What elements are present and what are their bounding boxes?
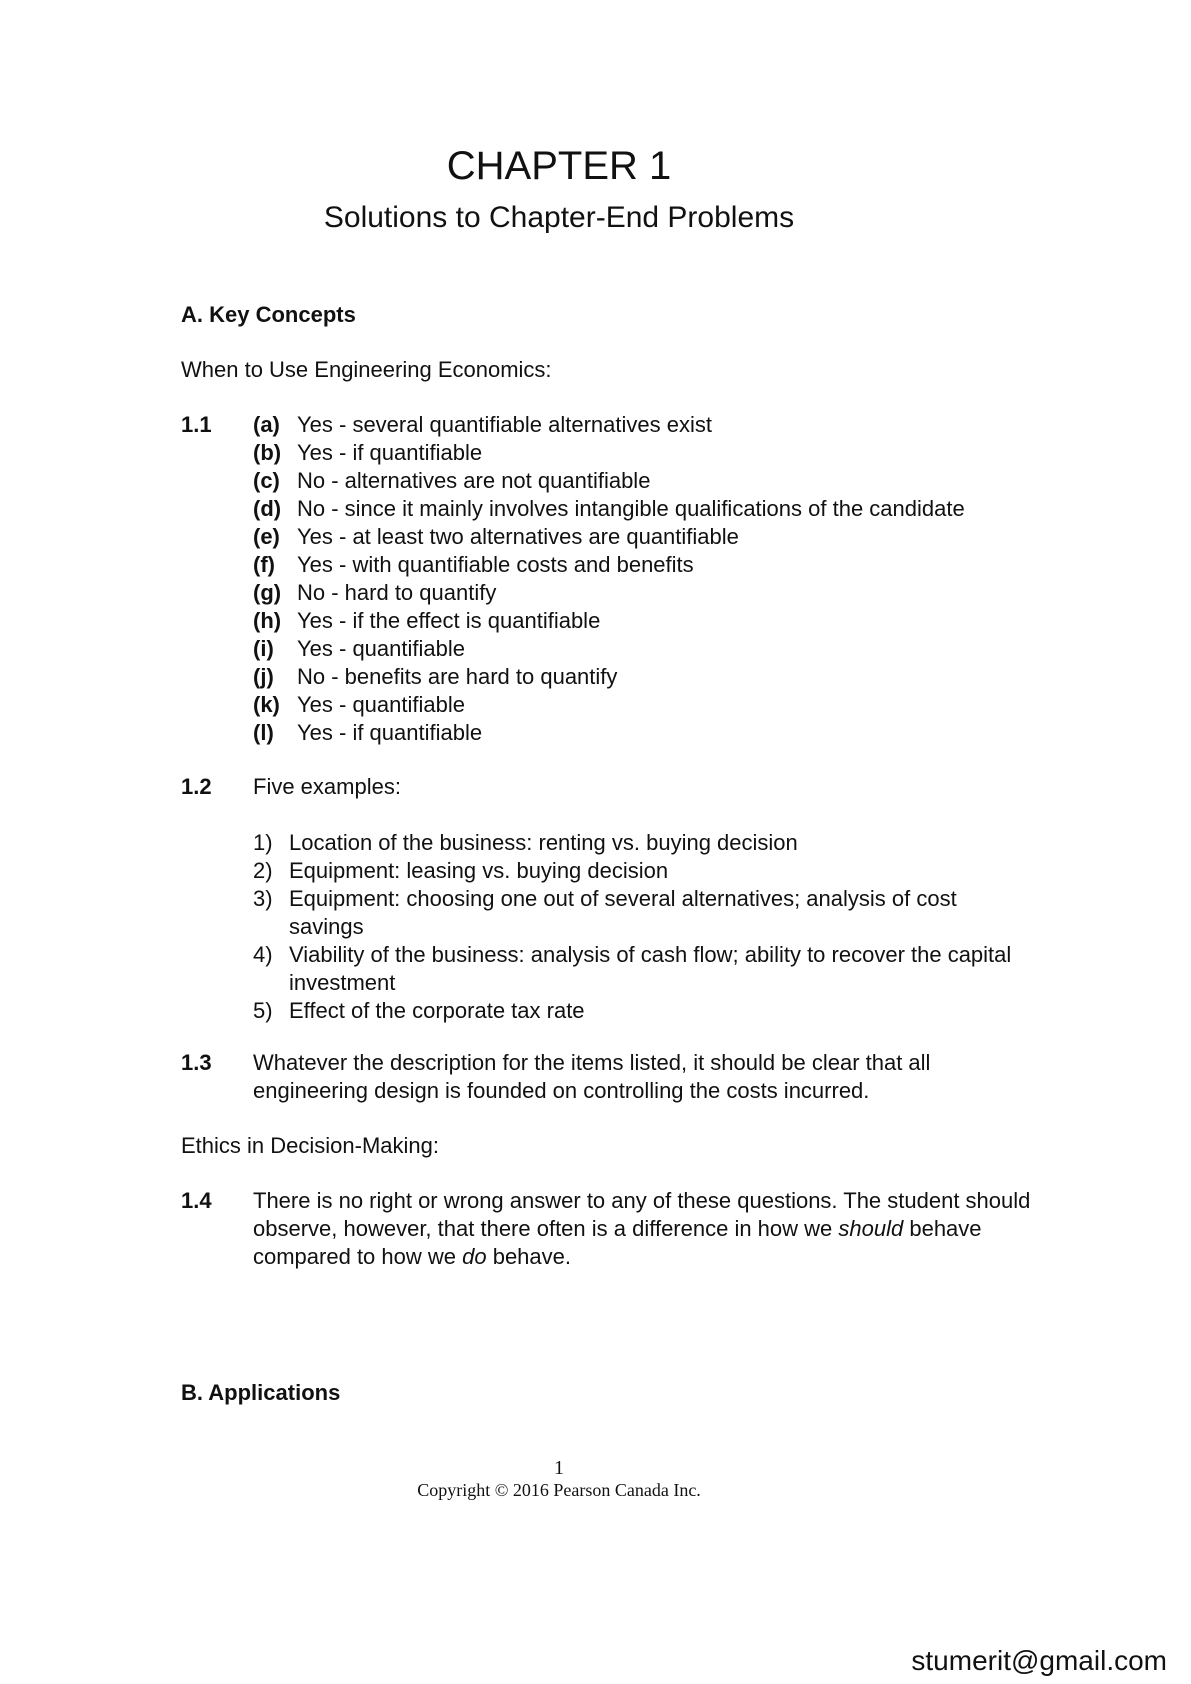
question-number-1-1: 1.1 [181, 412, 212, 437]
examples-list-1-2 [253, 829, 1049, 1025]
answer-list-1-1 [253, 411, 965, 747]
item-text: No - hard to quantify [297, 580, 497, 605]
item-text: Equipment: leasing vs. buying decision [289, 858, 669, 883]
list-item [253, 495, 965, 523]
item-text: Yes - if quantifiable [297, 440, 483, 465]
item-letter: (a) [253, 412, 280, 437]
list-item [253, 635, 965, 663]
copyright-notice: Copyright © 2016 Pearson Canada Inc. [417, 1480, 701, 1500]
item-text: No - since it mainly involves intangible qualifications of the candidate [297, 496, 965, 521]
question-number-1-4: 1.4 [181, 1188, 212, 1213]
section-a-intro: When to Use Engineering Economics: [181, 357, 552, 382]
item-number: 5) [253, 998, 273, 1023]
item-text: Viability of the business: analysis of cash flow; ability to recover the capital investment [289, 942, 1012, 995]
question-1-2-intro: Five examples: [253, 774, 401, 799]
list-item [253, 523, 965, 551]
list-item [253, 467, 965, 495]
list-item [253, 551, 965, 579]
item-text: Effect of the corporate tax rate [289, 998, 585, 1023]
answer-text: There is no right or wrong answer to any of these questions. The student should observe, however, that there often is a difference in how we [253, 1188, 1031, 1241]
item-text: Yes - if quantifiable [297, 720, 483, 745]
item-text: No - benefits are hard to quantify [297, 664, 618, 689]
list-item [253, 411, 965, 439]
item-text: Location of the business: renting vs. buying decision [289, 830, 798, 855]
answer-text: behave. [486, 1244, 571, 1269]
item-text: Yes - quantifiable [297, 636, 465, 661]
item-text: Yes - if the effect is quantifiable [297, 608, 601, 633]
question-number-1-2: 1.2 [181, 774, 212, 799]
item-letter: (i) [253, 636, 274, 661]
chapter-subtitle: Solutions to Chapter-End Problems [323, 201, 795, 234]
question-1-3-answer: Whatever the description for the items listed, it should be clear that all engineering design is founded on controlling the costs incurred. [253, 1050, 931, 1103]
item-letter: (c) [253, 468, 280, 493]
item-text: Yes - several quantifiable alternatives exist [297, 412, 712, 437]
list-item [253, 941, 1049, 997]
list-item [253, 663, 965, 691]
item-text: No - alternatives are not quantifiable [297, 468, 651, 493]
question-1-4-answer [253, 1187, 1063, 1271]
item-letter: (h) [253, 608, 282, 633]
item-letter: (g) [253, 580, 282, 605]
emphasis-do: do [462, 1244, 487, 1269]
item-letter: (b) [253, 440, 282, 465]
emphasis-should: should [838, 1216, 904, 1241]
section-a-heading: A. Key Concepts [181, 302, 356, 327]
ethics-heading: Ethics in Decision-Making: [181, 1133, 439, 1158]
item-letter: (l) [253, 720, 274, 745]
item-number: 3) [253, 886, 273, 911]
list-item [253, 997, 1049, 1025]
item-letter: (e) [253, 524, 280, 549]
item-letter: (k) [253, 692, 280, 717]
question-number-1-3: 1.3 [181, 1050, 212, 1075]
item-number: 2) [253, 858, 273, 883]
item-text: Yes - quantifiable [297, 692, 465, 717]
item-text: Yes - with quantifiable costs and benefits [297, 552, 694, 577]
list-item [253, 607, 965, 635]
section-b-heading: B. Applications [181, 1380, 341, 1405]
item-letter: (j) [253, 664, 274, 689]
list-item [253, 579, 965, 607]
item-number: 1) [253, 830, 273, 855]
item-letter: (f) [253, 552, 275, 577]
list-item [253, 719, 965, 747]
chapter-title: CHAPTER 1 [446, 144, 672, 188]
item-text: Equipment: choosing one out of several alternatives; analysis of cost savings [289, 886, 957, 939]
list-item [253, 857, 1049, 885]
list-item [253, 439, 965, 467]
list-item [253, 691, 965, 719]
answer-text: behave compared to how we [253, 1216, 982, 1269]
item-letter: (d) [253, 496, 282, 521]
list-item [253, 885, 1049, 941]
list-item [253, 829, 1049, 857]
item-number: 4) [253, 942, 273, 967]
item-text: Yes - at least two alternatives are quantifiable [297, 524, 739, 549]
watermark-email: stumerit@gmail.com [911, 1645, 1167, 1676]
page-number: 1 [554, 1457, 564, 1479]
